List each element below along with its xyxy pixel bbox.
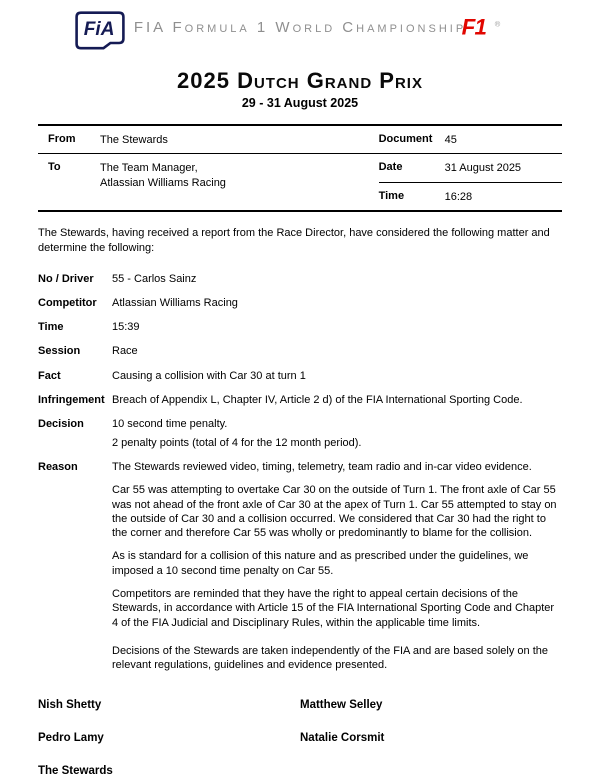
session-label: Session xyxy=(38,345,81,358)
document-value: 45 xyxy=(444,134,457,146)
signature-row-2 xyxy=(38,732,562,744)
decision-value xyxy=(112,417,562,450)
session-value: Race xyxy=(112,345,138,358)
meta-row-time xyxy=(379,183,562,210)
to-value xyxy=(100,161,226,190)
meta-row-document xyxy=(379,126,562,154)
infringement-label: Infringement xyxy=(38,394,105,407)
field-session xyxy=(38,344,562,358)
svg-text:FiA: FiA xyxy=(83,19,115,41)
field-fact xyxy=(38,369,562,383)
document-label: Document xyxy=(378,133,433,145)
competitor-label: Competitor xyxy=(38,296,97,309)
reason-paragraph-3: As is standard for a collision of this nature and as prescribed under the guidelines, we imposed a 10 second time penalty on Car 55. xyxy=(112,550,529,577)
decision-line-2: 2 penalty points (total of 4 for the 12 month period). xyxy=(112,436,362,449)
reason-value xyxy=(112,460,562,673)
from-label: From xyxy=(48,133,76,145)
no-driver-label: No / Driver xyxy=(38,272,94,285)
to-value-line1: The Team Manager, xyxy=(100,162,198,175)
decision-line-1: 10 second time penalty. xyxy=(112,418,228,431)
reason-label: Reason xyxy=(38,460,78,473)
signature-nish-shetty: Nish Shetty xyxy=(38,698,102,711)
reason-paragraph-1: The Stewards reviewed video, timing, telemetry, team radio and in-car video evidence. xyxy=(112,460,532,473)
intro-paragraph: The Stewards, having received a report from the Race Director, have considered the following matter and determine the following: xyxy=(38,226,550,254)
field-competitor xyxy=(38,296,562,310)
no-driver-value: 55 - Carlos Sainz xyxy=(112,272,197,285)
signature-matthew-selley: Matthew Selley xyxy=(300,698,383,711)
from-value: The Stewards xyxy=(100,134,168,146)
decision-fields xyxy=(38,272,562,673)
fact-label: Fact xyxy=(38,369,61,382)
meta-from-to-column xyxy=(38,126,379,210)
signature-natalie-corsmit: Natalie Corsmit xyxy=(300,731,385,744)
title-block xyxy=(38,68,562,110)
infringement-value: Breach of Appendix L, Chapter IV, Article 2 d) of the FIA International Sporting Code. xyxy=(112,394,523,407)
fact-value: Causing a collision with Car 30 at turn 1 xyxy=(112,369,306,382)
field-no-driver xyxy=(38,272,562,286)
f1-logo-icon xyxy=(460,16,518,45)
meta-row-to xyxy=(38,154,379,204)
event-dates: 29 - 31 August 2025 xyxy=(241,96,359,110)
to-value-line2: Atlassian Williams Racing xyxy=(100,176,226,189)
reason-paragraph-2: Car 55 was attempting to overtake Car 30 on the outside of Turn 1. The front axle of Car 55 was not ahead of the front axle of Car 30 at the apex of Turn 1. Car 55 attempted to stay on the outside of Car 30 and a collision occurred. We considered that Car 30 had the right to the corner and therefore Car 55 was wholly or predominantly to blame for the collision. xyxy=(112,484,557,540)
meta-doc-column xyxy=(379,126,562,210)
reason-paragraph-5: Decisions of the Stewards are taken independently of the FIA and are based solely on the relevant regulations, guidelines and evidence presented. xyxy=(112,644,548,672)
date-label: Date xyxy=(378,161,403,174)
field-time xyxy=(38,320,562,334)
date-value: 31 August 2025 xyxy=(444,162,522,175)
signature-footer: The Stewards xyxy=(38,764,113,777)
meta-row-from xyxy=(38,126,379,154)
signatures-section xyxy=(38,699,562,777)
svg-text:F1: F1 xyxy=(461,16,487,40)
time-field-label: Time xyxy=(38,321,64,334)
field-reason xyxy=(38,460,562,673)
signature-pedro-lamy: Pedro Lamy xyxy=(38,731,104,744)
time-value: 16:28 xyxy=(444,190,473,203)
decision-label: Decision xyxy=(38,418,84,431)
time-label: Time xyxy=(378,189,405,202)
event-title: 2025 Dutch Grand Prix xyxy=(177,68,423,93)
field-infringement xyxy=(38,393,562,407)
field-decision xyxy=(38,417,562,450)
meta-table xyxy=(38,124,562,212)
time-field-value: 15:39 xyxy=(112,321,140,334)
to-label: To xyxy=(48,161,61,174)
document-header xyxy=(38,8,562,54)
reason-paragraph-4: Competitors are reminded that they have the right to appeal certain decisions of the Stewards, in accordance with Article 15 of the FIA International Sporting Code and Chapter 4 of the FIA Judicial and Disciplinary Rules, within the applicable time limits. xyxy=(112,588,555,629)
competitor-value: Atlassian Williams Racing xyxy=(112,296,238,309)
meta-row-date xyxy=(379,154,562,182)
registered-mark: ® xyxy=(494,19,501,29)
signature-row-1 xyxy=(38,699,562,711)
fia-logo-icon xyxy=(74,10,126,55)
championship-title: FIA Formula 1 World Championship xyxy=(133,19,467,36)
